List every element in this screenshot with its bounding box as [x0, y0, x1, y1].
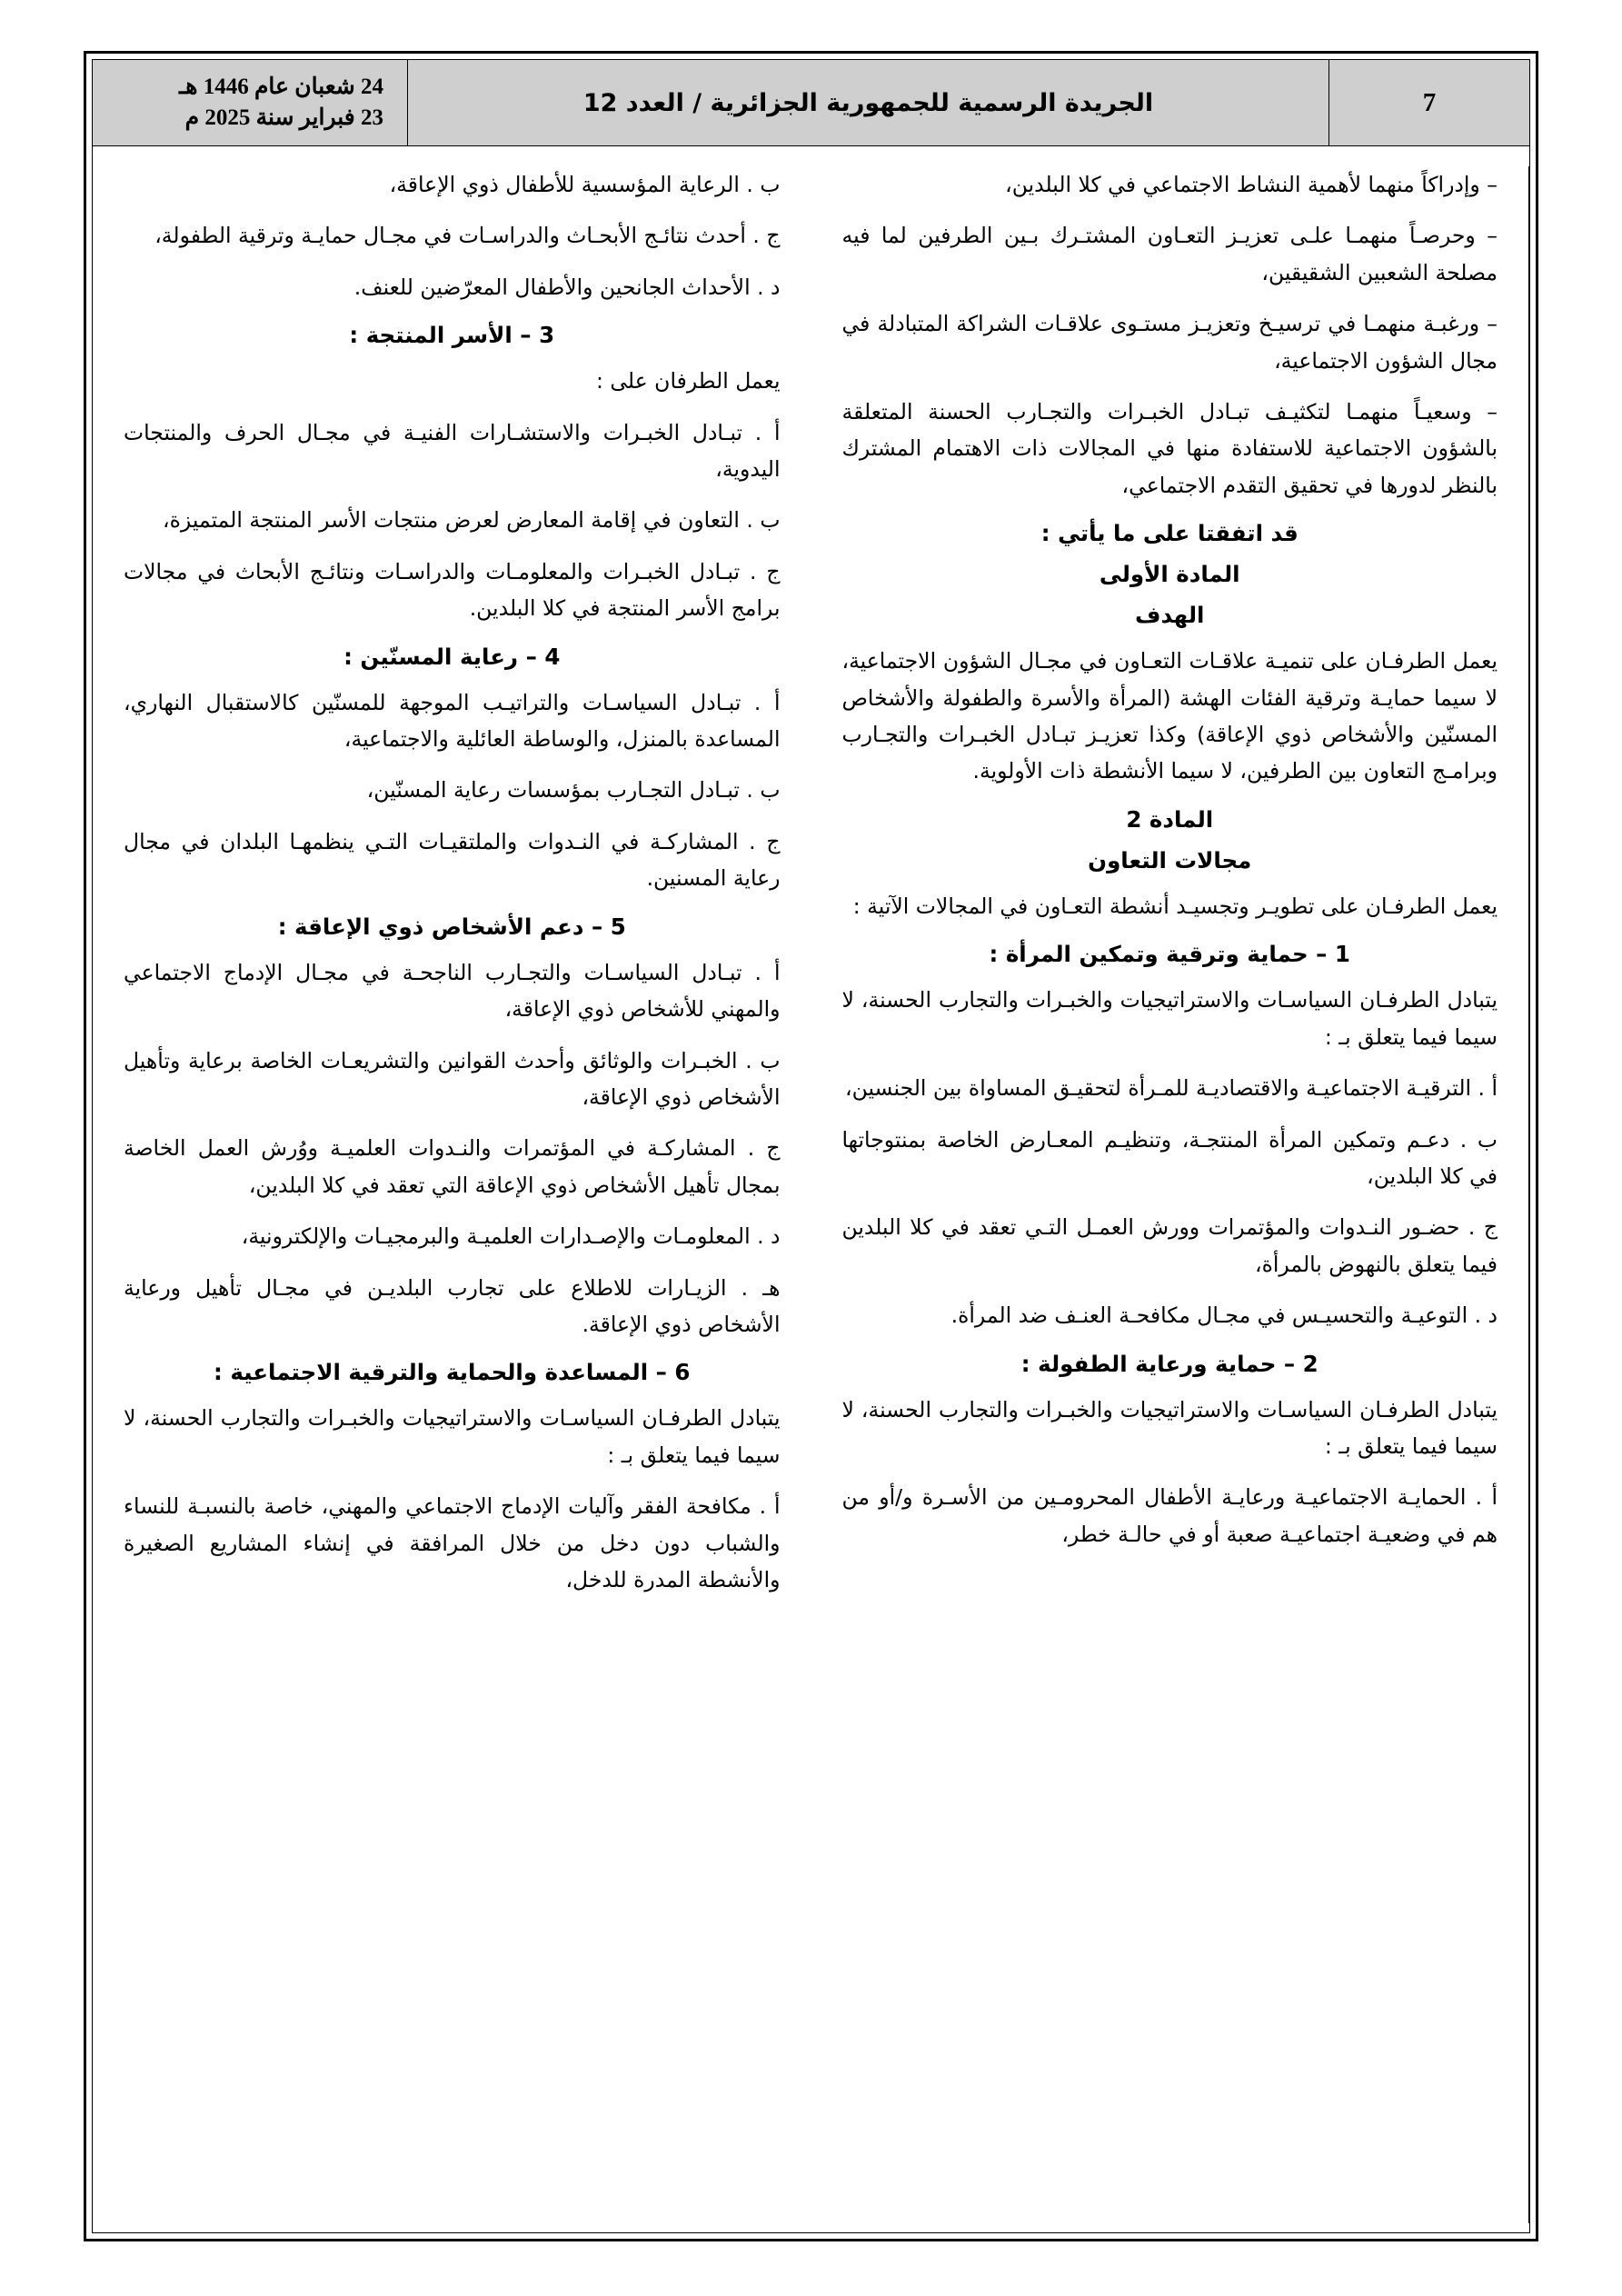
date-gregorian: 23 فبراير سنة 2025 م [184, 105, 383, 130]
paragraph: ج . تبـادل الخبـرات والمعلومـات والدراسـات ونتائـج الأبحاث في مجالات برامج الأسر المنتجة في كلا البلدين. [124, 558, 781, 622]
section-heading: 6 – المساعدة والحماية والترقية الاجتماعية : [214, 1359, 691, 1386]
publication-date [93, 60, 408, 145]
paragraph: يتبادل الطرفـان السياسـات والاستراتيجيات والخبـرات والتجارب الحسنة، لا سيما فيما يتعلق بـ : [124, 1405, 781, 1468]
paragraph: ج . المشاركـة في المؤتمرات والنـدوات العلميـة ووُرش العمل الخاصة بمجال تأهيل الأشخاص ذوي الإعاقة التي تعقد في كلا البلدين، [124, 1135, 781, 1198]
paragraph: – وحرصـاً منهمـا علـى تعزيـز التعـاون المشتـرك بـين الطرفين لما فيه مصلحة الشعبين الشقيقين، [841, 223, 1498, 285]
paragraph: أ . الحمايـة الاجتماعيـة ورعايـة الأطفال المحرومـين من الأسـرة و/أو من هم في وضعيـة اجتماعيـة صعبة أو في حالـة خطر، [841, 1484, 1498, 1547]
page-border-outer [84, 51, 1538, 2241]
paragraph: هـ . الزيـارات للاطلاع على تجارب البلديـن في مجـال تأهيل ورعاية الأشخاص ذوي الإعاقة. [124, 1274, 781, 1337]
paragraph: أ . تبـادل السياسـات والتراتيـب الموجهة للمسنّين كالاستقبال النهاري، المساعدة بالمنزل، والوساطة العائلية والاجتماعية، [124, 689, 781, 753]
paragraph: د . التوعيـة والتحسيـس في مجـال مكافحـة العنـف ضد المرأة. [950, 1303, 1498, 1329]
column-left [93, 166, 811, 2223]
paragraph: – ورغبـة منهمـا في ترسيـخ وتعزيـز مستـوى علاقـات الشراكة المتبادلة في مجال الشؤون الاجتماعية، [841, 311, 1498, 374]
paragraph: أ . مكافحة الفقر وآليات الإدماج الاجتماعي والمهني، خاصة بالنسبـة للنساء والشباب دون دخل من خلال المرافقة في إنشاء المشاريع الصغيرة والأنشطة المدرة للدخل، [124, 1493, 781, 1592]
paragraph: أ . الترقيـة الاجتماعيـة والاقتصاديـة للمـرأة لتحقيـق المساواة بين الجنسين، [844, 1075, 1498, 1102]
section-heading: المادة 2 [1126, 805, 1214, 833]
paragraph: ج . أحدث نتائـج الأبحـاث والدراسـات في مجـال حمايـة وترقية الطفولة، [154, 223, 781, 249]
paragraph: أ . تبـادل السياسـات والتجـارب الناجحـة في مجـال الإدماج الاجتماعي والمهني للأشخاص ذوي الإعاقة، [124, 959, 781, 1023]
section-heading: الهدف [1135, 602, 1205, 629]
paragraph: د . المعلومـات والإصـدارات العلميـة والبرمجيـات والإلكترونية، [241, 1223, 781, 1250]
page-header [93, 60, 1529, 146]
paragraph: ب . تبـادل التجـارب بمؤسسات رعاية المسنّين، [366, 777, 781, 804]
section-heading: مجالات التعاون [1088, 846, 1252, 873]
paragraph: ب . الخبـرات والوثائق وأحدث القوانين والتشريعـات الخاصة برعاية وتأهيل الأشخاص ذوي الإعاقة، [124, 1047, 781, 1110]
paragraph: يعمل الطرفان على : [595, 368, 781, 394]
paragraph: ب . التعاون في إقامة المعارض لعرض منتجات الأسر المنتجة المتميزة، [163, 507, 781, 534]
paragraph: يعمل الطرفـان على تنميـة علاقـات التعـاون في مجـال الشؤون الاجتماعية، لا سيما حمايـة وترقية الفئات الهشة (المرأة والأسرة والطفولة والأشخاص المسنّين والأشخاص ذوي الإعاقة) وكذا تعزيـز تبـادل الخبـرات والتجـارب وبرامـج التعاون بين الطرفين، لا سيما الأنشطة ذات الأولوية. [841, 648, 1498, 784]
section-heading: 3 – الأسر المنتجة : [349, 322, 555, 349]
paragraph: يتبادل الطرفـان السياسـات والاستراتيجيات والخبـرات والتجارب الحسنة، لا سيما فيما يتعلق بـ : [841, 1396, 1498, 1459]
paragraph: يعمل الطرفـان على تطويـر وتجسيـد أنشطة التعـاون في المجالات الآتية : [852, 893, 1498, 919]
section-heading: 5 – دعم الأشخاص ذوي الإعاقة : [277, 913, 626, 940]
page-border-inner [92, 59, 1530, 2233]
paragraph: – وسعيـاً منهمـا لتكثيـف تبـادل الخبـرات والتجـارب الحسنة المتعلقة بالشؤون الاجتماعية للاستفادة منها في المجالات ذات الاهتمام المشترك بالنظر لدورها في تحقيق التقدم الاجتماعي، [841, 399, 1498, 498]
section-heading: قد اتفقتا على ما يأتي : [1040, 520, 1299, 547]
section-heading: المادة الأولى [1099, 561, 1240, 588]
date-hijri: 24 شعبان عام 1446 هـ [178, 75, 383, 100]
section-heading: 1 – حماية وترقية وتمكين المرأة : [989, 941, 1350, 968]
paragraph: د . الأحداث الجانحين والأطفال المعرّضين للعنف. [353, 274, 781, 300]
paragraph: ب . الرعاية المؤسسية للأطفال ذوي الإعاقة، [389, 172, 781, 197]
paragraph: ج . حضـور النـدوات والمؤتمرات وورش العمـل التـي تعقد في كلا البلدين فيما يتعلق بالنهوض بالمرأة، [841, 1214, 1498, 1277]
journal-title [408, 60, 1328, 145]
paragraph: ب . دعـم وتمكين المرأة المنتجـة، وتنظيـم المعـارض الخاصة بمنتوجاتها في كلا البلدين، [841, 1126, 1498, 1189]
page-body [93, 146, 1529, 2232]
section-heading: 4 – رعاية المسنّين : [343, 643, 561, 670]
paragraph: أ . تبـادل الخبـرات والاستشـارات الفنيـة في مجـال الحرف والمنتجات اليدوية، [124, 419, 781, 483]
paragraph: يتبادل الطرفـان السياسـات والاستراتيجيات والخبـرات والتجارب الحسنة، لا سيما فيما يتعلق بـ : [841, 987, 1498, 1050]
paragraph: ج . المشاركـة في النـدوات والملتقيـات التـي ينظمهـا البلدان في مجال رعاية المسنين. [124, 828, 781, 892]
column-right [811, 166, 1530, 2223]
journal-title-text: الجريدة الرسمية للجمهورية الجزائرية / العدد 12 [582, 88, 1154, 117]
paragraph: – وإدراكاً منهما لأهمية النشاط الاجتماعي في كلا البلدين، [1005, 172, 1498, 197]
page-number [1328, 60, 1529, 145]
section-heading: 2 – حماية ورعاية الطفولة : [1020, 1350, 1318, 1377]
page-number-value: 7 [1422, 87, 1437, 117]
